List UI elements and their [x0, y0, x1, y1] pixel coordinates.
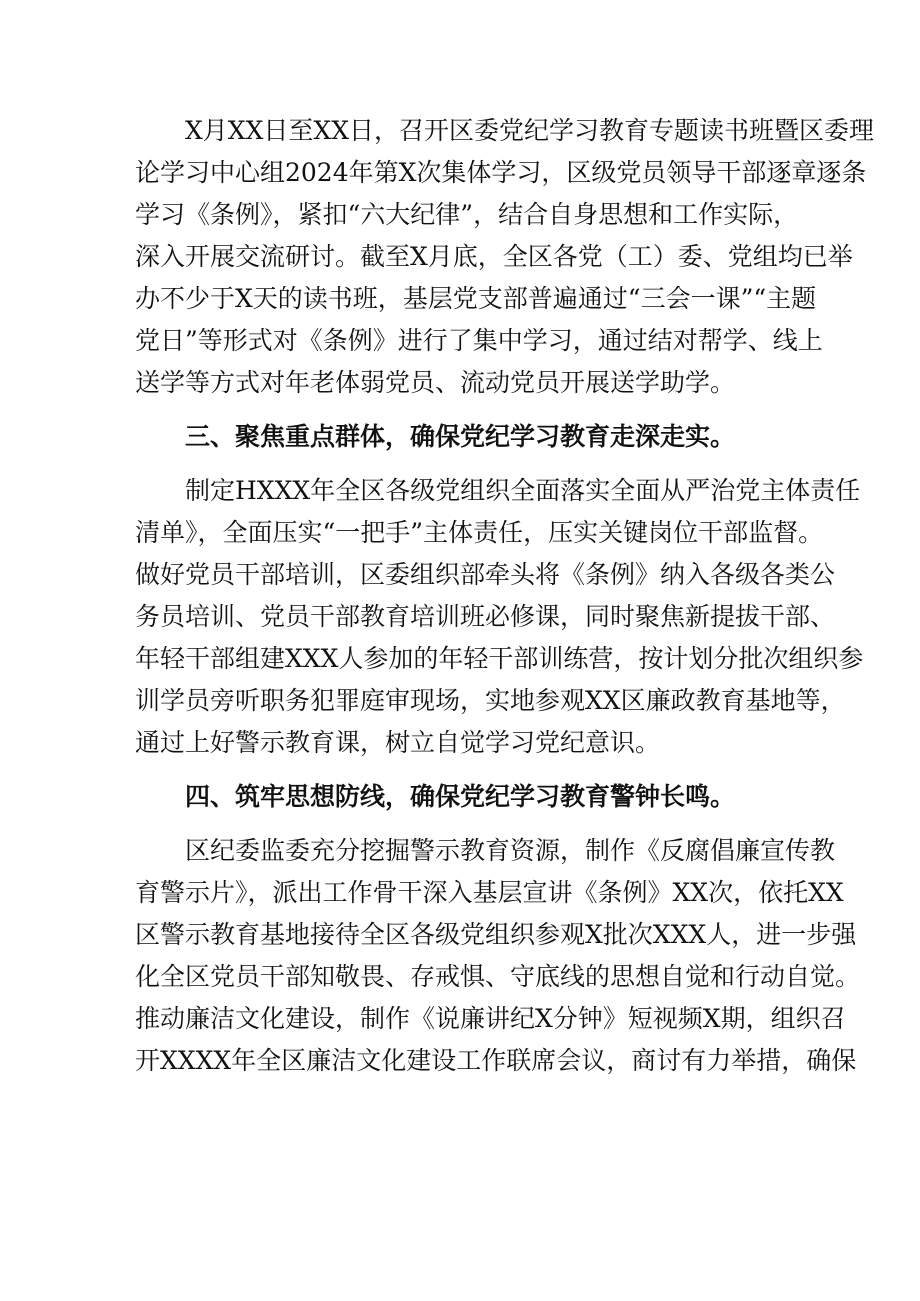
text-line: X月XX日至XX日，召开区委党纪学习教育专题读书班暨区委理	[185, 116, 874, 145]
paragraph-2	[135, 470, 864, 764]
text-line: 学习《条例》，紧扣“六大纪律”，结合自身思想和工作实际，	[135, 200, 799, 229]
text-line: 通过上好警示教育课，树立自觉学习党纪意识。	[135, 728, 661, 757]
text-line: 党日”等形式对《条例》进行了集中学习，通过结对帮学、线上	[135, 326, 823, 355]
text-line: 清单》，全面压实“一把手”主体责任，压实关键岗位干部监督。	[135, 518, 824, 547]
paragraph-3	[135, 830, 861, 1082]
paragraph-1	[135, 110, 874, 404]
text-line: 办不少于X天的读书班，基层党支部普遍通过“三会一课”“主题	[135, 284, 817, 313]
section-heading-3: 三、聚焦重点群体，确保党纪学习教育走深走实。	[185, 422, 736, 451]
text-line: 训学员旁听职务犯罪庭审现场，实地参观XX区廉政教育基地等，	[135, 686, 846, 715]
text-line: 育警示片》，派出工作骨干深入基层宣讲《条例》XX次，依托XX	[135, 878, 844, 907]
text-line: 化全区党员干部知敬畏、存戒惧、守底线的思想自觉和行动自觉。	[135, 962, 861, 991]
section-heading-4: 四、筑牢思想防线，确保党纪学习教育警钟长鸣。	[185, 782, 736, 811]
text-line: 区纪委监委充分挖掘警示教育资源，制作《反腐倡廉宣传教	[185, 836, 836, 865]
text-line: 深入开展交流研讨。截至X月底，全区各党（工）委、党组均已举	[135, 242, 853, 271]
text-line: 务员培训、党员干部教育培训班必修课，同时聚焦新提拔干部、	[135, 602, 836, 631]
text-line: 开XXXX年全区廉洁文化建设工作联席会议，商讨有力举措，确保	[135, 1046, 857, 1075]
text-line: 区警示教育基地接待全区各级党组织参观X批次XXX人，进一步强	[135, 920, 857, 949]
text-line: 年轻干部组建XXX人参加的年轻干部训练营，按计划分批次组织参	[135, 644, 864, 673]
text-line: 论学习中心组2024年第X次集体学习，区级党员领导干部逐章逐条	[135, 158, 867, 187]
text-line: 做好党员干部培训，区委组织部牵头将《条例》纳入各级各类公	[135, 560, 836, 589]
text-line: 制定HXXX年全区各级党组织全面落实全面从严治党主体责任	[185, 476, 861, 505]
text-line: 送学等方式对年老体弱党员、流动党员开展送学助学。	[135, 368, 736, 397]
text-line: 推动廉洁文化建设，制作《说廉讲纪X分钟》短视频X期，组织召	[135, 1004, 846, 1033]
document-body	[135, 110, 874, 1082]
